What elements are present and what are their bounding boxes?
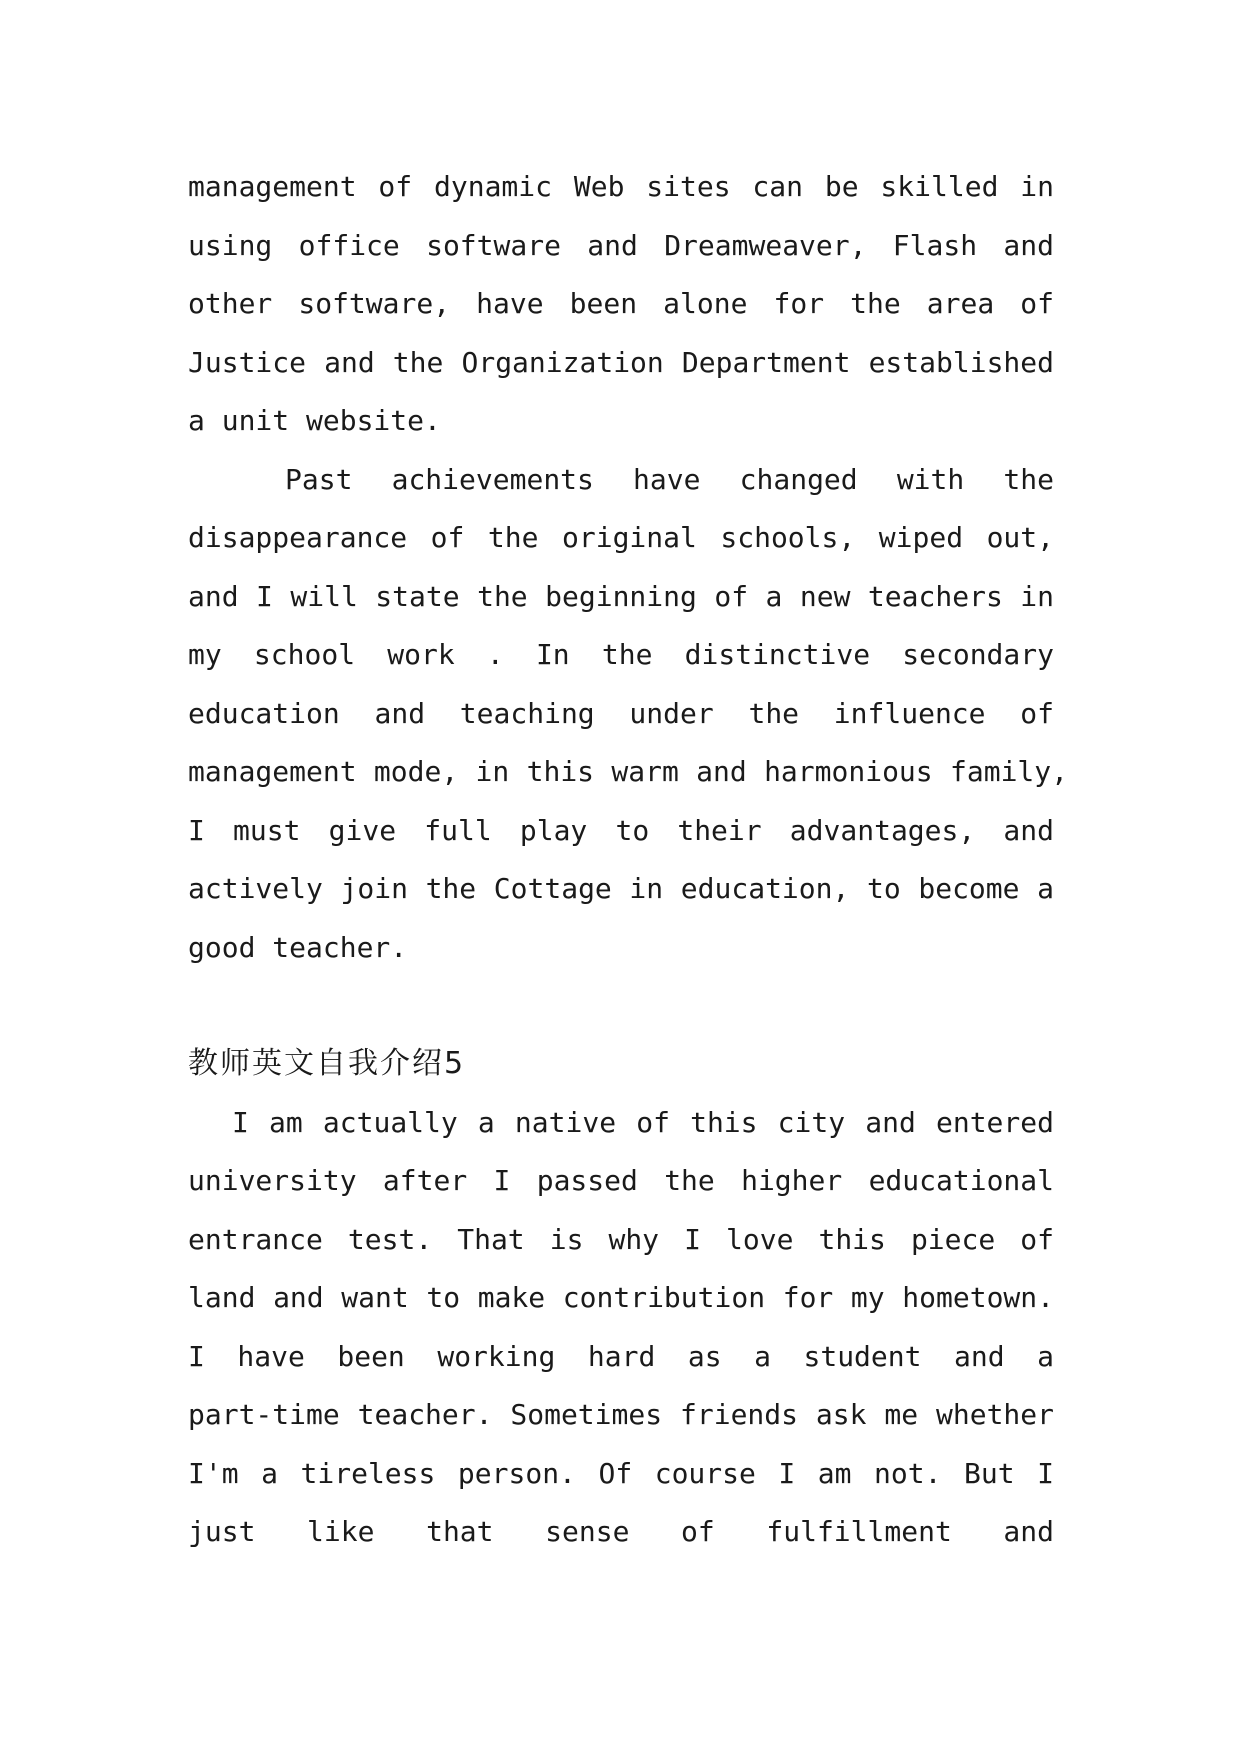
text-line: disappearance of the original schools, wiped out, [188,521,1054,554]
text-line: Past achievements have changed with the [285,462,1054,496]
paragraph-website [188,158,1054,451]
text-line: Justice and the Organization Department established [188,345,1054,379]
paragraph-achievements [188,451,1068,978]
text-line: actively join the Cottage in education, to become a [188,872,1054,905]
text-line: just like that sense of fulfillment and [188,1515,1054,1548]
text-line: and I will state the beginning of a new teachers in [188,579,1054,613]
text-line: I must give full play to their advantages, and [188,813,1054,847]
text-line: a unit website. [188,404,441,437]
paragraph-native [188,1094,1054,1562]
text-line: part-time teacher. Sometimes friends ask me whether [188,1398,1054,1431]
text-line: using office software and Dreamweaver, Flash and [188,228,1054,262]
text-line: university after I passed the higher educational [188,1164,1054,1197]
document-body [188,158,1068,1562]
text-line: I have been working hard as a student and a [188,1339,1054,1373]
text-line: management of dynamic Web sites can be skilled in [188,170,1054,203]
text-line: I am actually a native of this city and entered [232,1105,1054,1139]
text-line: education and teaching under the influence of [188,696,1054,730]
text-line: I'm a tireless person. Of course I am not. But I [188,1456,1054,1490]
text-line: good teacher. [188,930,408,964]
text-line: other software, have been alone for the area of [188,287,1054,320]
text-line: management mode, in this warm and harmonious family, [188,755,1068,788]
text-line: land and want to make contribution for my hometown. [188,1281,1054,1314]
text-line: entrance test. That is why I love this piece of [188,1222,1054,1256]
section-heading: 教师英文自我介绍5 [188,1046,466,1081]
text-line: my school work . In the distinctive secondary [188,638,1054,671]
